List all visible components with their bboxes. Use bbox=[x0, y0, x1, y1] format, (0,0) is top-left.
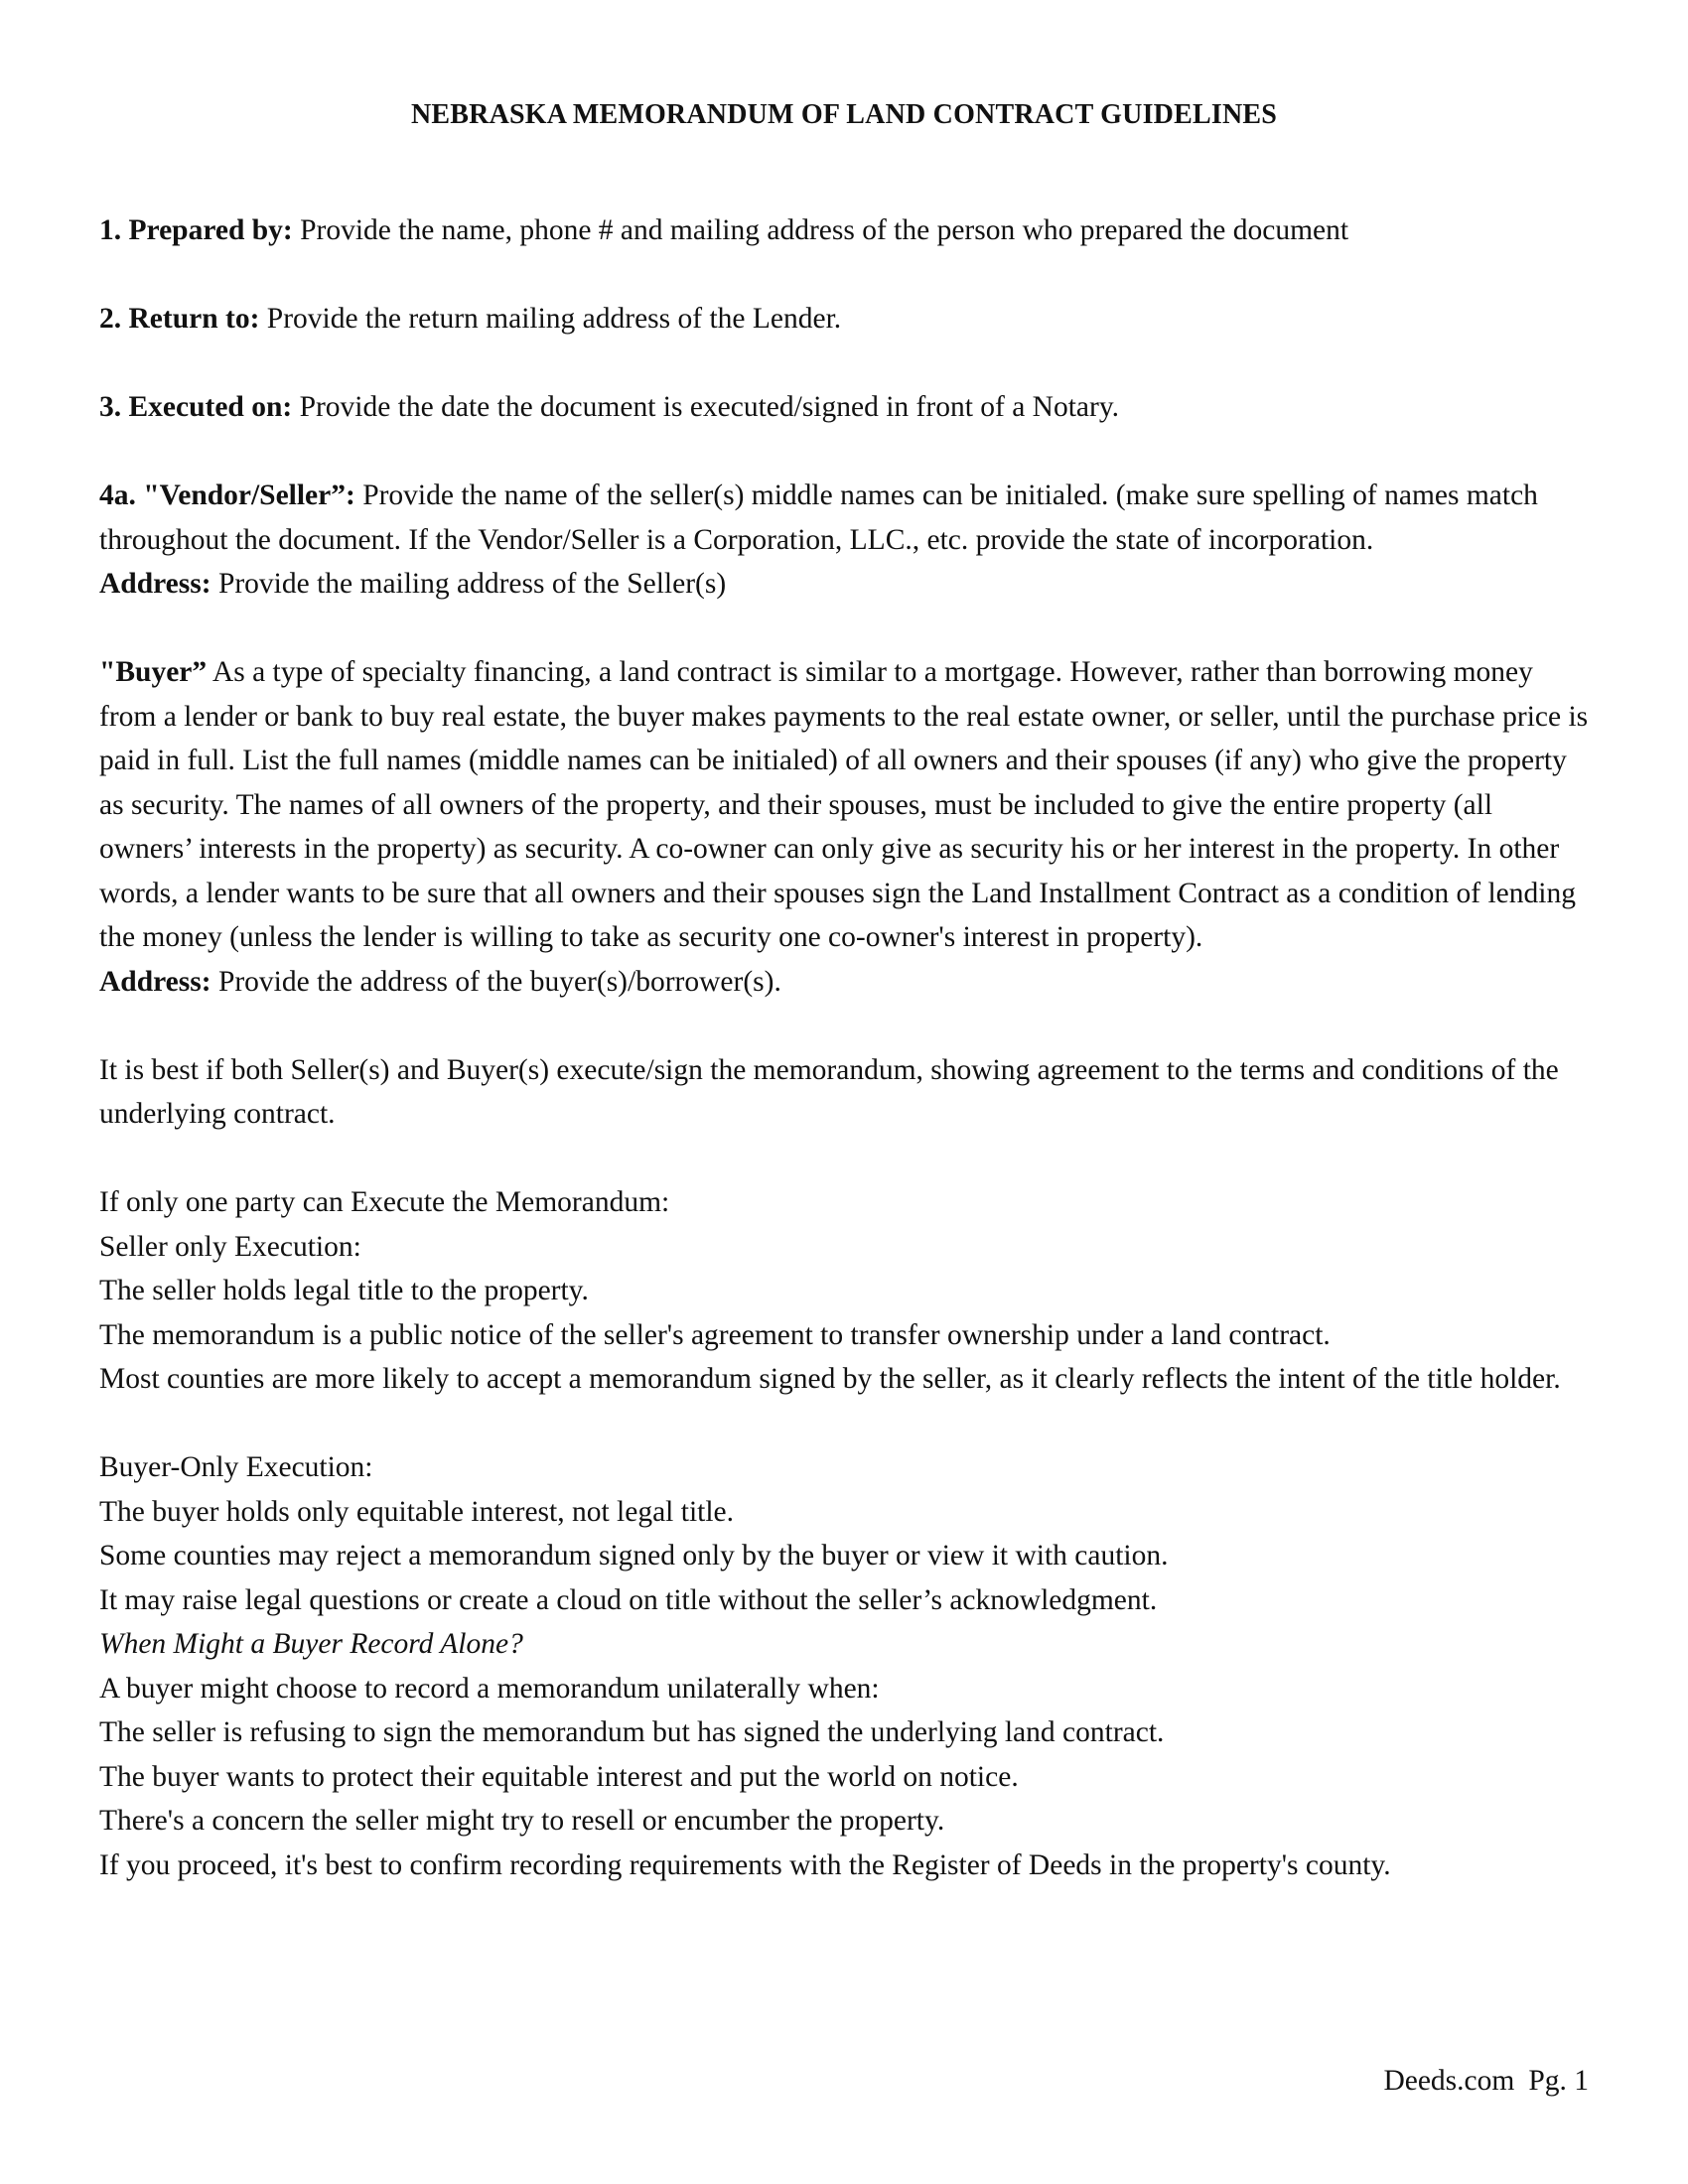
vendor-seller-address bbox=[99, 562, 1589, 607]
record-alone-line: The seller is refusing to sign the memorandum but has signed the underlying land contract. bbox=[99, 1716, 1165, 1748]
buyer-only-line: The buyer holds only equitable interest, not legal title. bbox=[99, 1495, 735, 1528]
section-vendor-seller bbox=[99, 474, 1589, 562]
section-one-party bbox=[99, 1180, 1589, 1887]
record-alone-line: A buyer might choose to record a memorandum unilaterally when: bbox=[99, 1672, 880, 1705]
vendor-seller-label: 4a. "Vendor/Seller”: bbox=[99, 479, 355, 511]
buyer-only-heading: Buyer-Only Execution: bbox=[99, 1451, 373, 1483]
buyer-only-line: Some counties may reject a memorandum signed only by the buyer or view it with caution. bbox=[99, 1540, 1169, 1571]
seller-only-line: The memorandum is a public notice of the seller's agreement to transfer ownership under a land contract. bbox=[99, 1318, 1331, 1351]
section-executed-on bbox=[99, 385, 1589, 430]
record-alone-line: There's a concern the seller might try to resell or encumber the property. bbox=[99, 1805, 945, 1837]
executed-on-label: 3. Executed on: bbox=[99, 391, 293, 423]
vendor-seller-text: Provide the name of the seller(s) middle names can be initialed. (make sure spelling of names match throughout the document. If the Vendor/Seller is a Corporation, LLC., etc. provide the state of incorporation. bbox=[99, 479, 1538, 556]
section-buyer bbox=[99, 650, 1589, 960]
section-prepared-by bbox=[99, 208, 1589, 253]
footer-site: Deeds.com bbox=[1383, 2065, 1515, 2097]
one-party-intro: If only one party can Execute the Memorandum: bbox=[99, 1186, 670, 1218]
executed-on-text: Provide the date the document is executed/signed in front of a Notary. bbox=[292, 391, 1120, 423]
buyer-only-line: It may raise legal questions or create a cloud on title without the seller’s acknowledgment. bbox=[99, 1583, 1158, 1616]
seller-only-line: Most counties are more likely to accept a memorandum signed by the seller, as it clearly reflects the intent of the title holder. bbox=[99, 1363, 1561, 1395]
seller-address-text: Provide the mailing address of the Seller(s) bbox=[211, 568, 727, 600]
buyer-text: As a type of specialty financing, a land contract is similar to a mortgage. However, rather than borrowing money from a lender or bank to buy real estate, the buyer makes payments to the real estate owner, or seller, until the purchase price is paid in full. List the full names (middle names can be initialed) of all owners and their spouses (if any) who give the property as security. The names of all owners of the property, and their spouses, must be included to give the entire property (all owners’ interests in the property) as security. A co-owner can only give as security his or her interest in the property. In other words, a lender wants to be sure that all owners and their spouses sign the Land Installment Contract as a condition of lending the money (unless the lender is willing to take as security one co-owner's interest in property). bbox=[99, 656, 1589, 953]
return-to-label: 2. Return to: bbox=[99, 303, 260, 335]
section-both-execute: It is best if both Seller(s) and Buyer(s) execute/sign the memorandum, showing agreement to the terms and conditions of the underlying contract. bbox=[99, 1053, 1559, 1130]
buyer-address-label: Address: bbox=[99, 965, 211, 998]
prepared-by-label: 1. Prepared by: bbox=[99, 214, 293, 246]
buyer-label: "Buyer” bbox=[99, 656, 208, 688]
return-to-text: Provide the return mailing address of the Lender. bbox=[259, 303, 842, 335]
record-alone-line: If you proceed, it's best to confirm recording requirements with the Register of Deeds in the property's county. bbox=[99, 1848, 1391, 1881]
seller-only-heading: Seller only Execution: bbox=[99, 1230, 361, 1263]
buyer-record-alone-question: When Might a Buyer Record Alone? bbox=[99, 1628, 523, 1660]
page-number: Pg. 1 bbox=[1528, 2065, 1589, 2097]
seller-address-label: Address: bbox=[99, 568, 211, 600]
document-body bbox=[99, 208, 1589, 1887]
page-footer bbox=[1383, 2065, 1589, 2098]
prepared-by-text: Provide the name, phone # and mailing address of the person who prepared the document bbox=[292, 214, 1349, 246]
buyer-address-text: Provide the address of the buyer(s)/borrower(s). bbox=[211, 965, 781, 998]
document-title: NEBRASKA MEMORANDUM OF LAND CONTRACT GUIDELINES bbox=[410, 99, 1278, 130]
buyer-address bbox=[99, 960, 1589, 1005]
seller-only-line: The seller holds legal title to the property. bbox=[99, 1275, 589, 1306]
section-return-to bbox=[99, 297, 1589, 341]
record-alone-line: The buyer wants to protect their equitable interest and put the world on notice. bbox=[99, 1760, 1019, 1793]
